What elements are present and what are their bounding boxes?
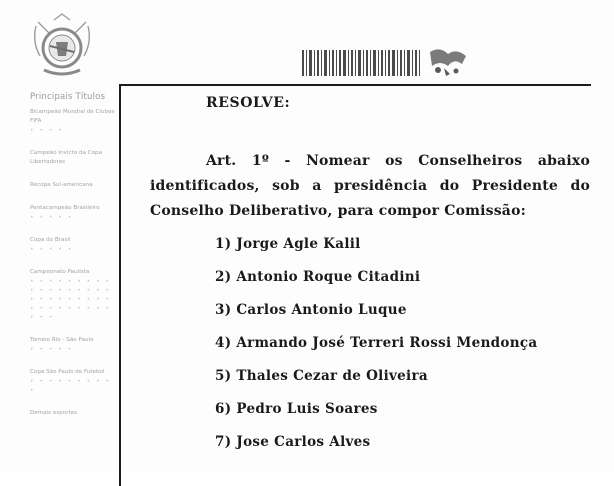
list-item: 4) Armando José Terreri Rossi Mendonça (215, 335, 538, 351)
title-stars: • • • • • (30, 246, 74, 253)
article-text: Nomear os Conselheiros abaixo identificados, sob a presidência do Presidente do Conselho Deliberativo, para compor Comissão: (150, 153, 590, 219)
title-label: Bicampeão Mundial de Clubes FIFA (30, 109, 115, 124)
ink-stamp-icon (426, 44, 470, 78)
titles-heading: Principais Títulos (30, 92, 106, 102)
frame-rule (462, 84, 576, 86)
list-item: 6) Pedro Luis Soares (215, 401, 378, 417)
title-label: Campeão Invicto da Copa Libertadores (30, 150, 102, 165)
title-stars: • • • • (30, 127, 64, 134)
title-label: Campeonato Paulista (30, 269, 90, 275)
list-item: 3) Carlos Antonio Luque (215, 302, 407, 318)
title-item (30, 108, 116, 135)
title-label: Recopa Sul-americana (30, 182, 93, 188)
titles-sidebar (30, 92, 116, 432)
article-number: Art. 1º - (206, 153, 291, 169)
list-item: 2) Antonio Roque Citadini (215, 269, 421, 285)
title-stars: • • • • • (30, 214, 74, 221)
resolution-body (150, 95, 590, 481)
title-label: Torneio Rio - São Paulo (30, 337, 94, 343)
title-item (30, 368, 116, 395)
list-item: 1) Jorge Agle Kalil (215, 236, 361, 252)
title-item (30, 149, 116, 167)
title-stars: • • • • • • • • • • • • • • • • • • • • • • • • • • • • • • • • • • • • • • • (30, 278, 112, 321)
title-label: Demais esportes (30, 410, 78, 416)
title-label: Copa do Brasil (30, 237, 71, 243)
members-list (150, 234, 590, 465)
list-item: 7) Jose Carlos Alves (215, 434, 371, 450)
title-label: Copa São Paulo de Futebol (30, 369, 105, 375)
title-label: Pentacampeão Brasileiro (30, 205, 100, 211)
list-item: 5) Thales Cezar de Oliveira (215, 368, 428, 384)
title-item (30, 409, 116, 418)
title-item (30, 336, 116, 354)
title-stars: • • • • • (30, 346, 74, 353)
article-paragraph (150, 149, 590, 224)
barcode-icon (302, 48, 422, 78)
title-item (30, 204, 116, 222)
title-item (30, 236, 116, 254)
corinthians-crest-icon (30, 12, 94, 82)
title-item (30, 181, 116, 190)
title-stars: • • • • • • • • • • (30, 378, 112, 394)
resolve-heading: RESOLVE: (206, 95, 291, 111)
title-item (30, 268, 116, 322)
